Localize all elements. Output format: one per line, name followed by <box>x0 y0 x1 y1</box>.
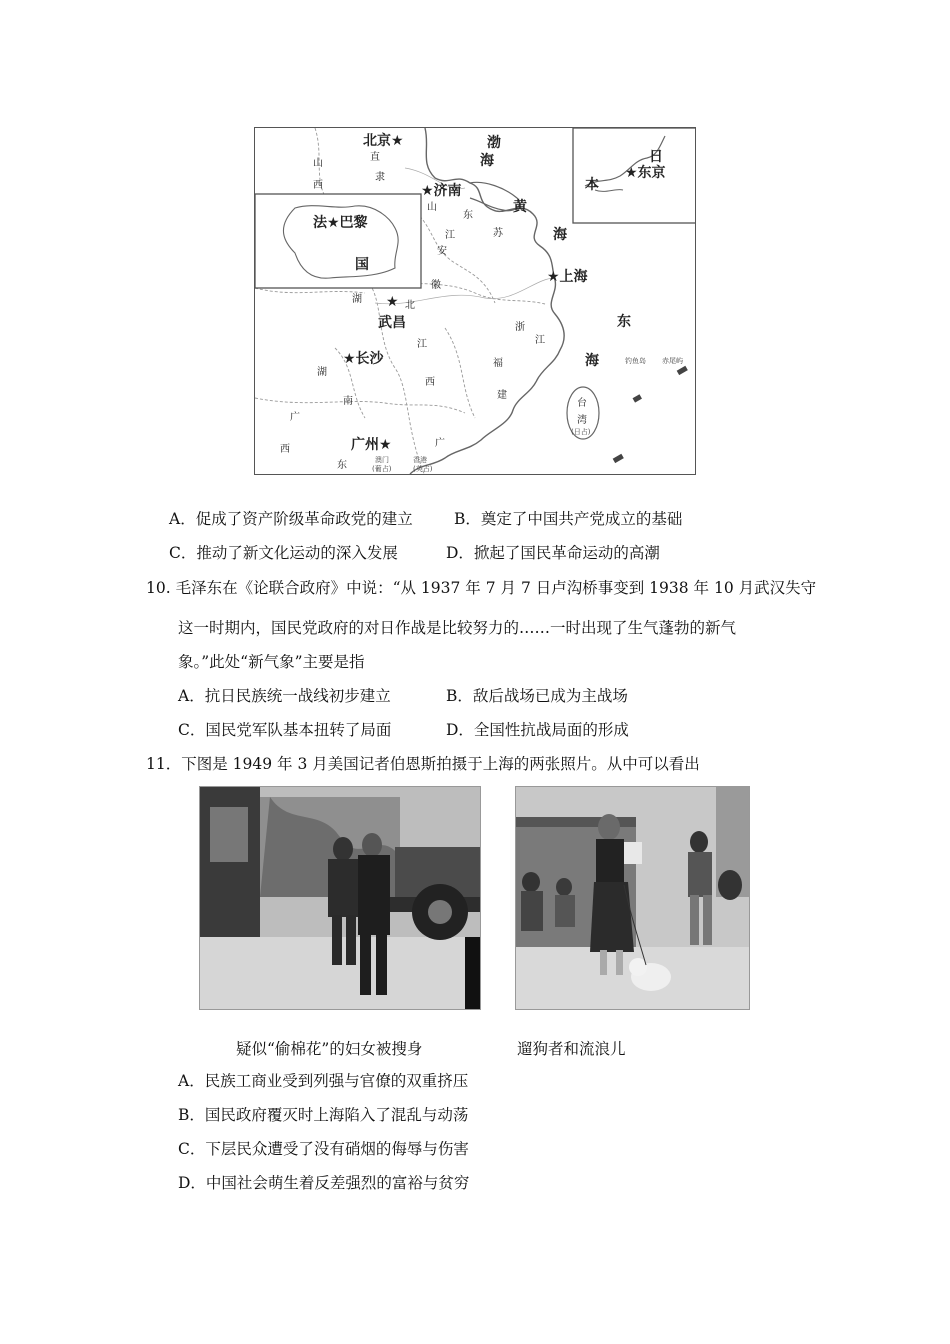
q10-option-b: B．敌后战场已成为主战场 <box>446 687 628 705</box>
label-shandong-shan: 山 <box>427 202 437 213</box>
q9-option-c: C．推动了新文化运动的深入发展 <box>169 544 398 562</box>
label-chiwei: 赤尾屿 <box>662 357 683 365</box>
photo-right-image <box>516 787 750 1010</box>
label-france-guo: 国 <box>355 257 369 273</box>
q11-stem: 11．下图是 1949 年 3 月美国记者伯恩斯拍摄于上海的两张照片。从中可以看出 <box>146 755 700 773</box>
label-shanxi-shan: 山 <box>313 158 323 169</box>
photo-left-caption: 疑似“偷棉花”的妇女被搜身 <box>236 1040 423 1058</box>
label-wuchang-star: ★ <box>386 294 399 310</box>
label-paris: 法★巴黎 <box>313 215 368 231</box>
q10-option-d: D．全国性抗战局面的形成 <box>446 721 629 739</box>
q11-option-d: D．中国社会萌生着反差强烈的富裕与贫穷 <box>178 1174 470 1192</box>
label-fujian-fu: 福 <box>493 358 503 369</box>
label-zhili-li: 隶 <box>375 172 385 183</box>
q10-stem-line-2: 这一时期内，国民党政府的对日作战是比较努力的……一时出现了生气蓬勃的新气 <box>178 619 737 637</box>
label-changsha: ★长沙 <box>343 351 384 367</box>
photo-dog-walker-and-waif <box>515 786 750 1010</box>
label-zhili-zhi: 直 <box>370 152 380 163</box>
q10-option-c: C．国民党军队基本扭转了局面 <box>178 721 392 739</box>
label-guangxi-xi: 西 <box>280 444 290 455</box>
label-huanghai-huang: 黄 <box>513 199 527 215</box>
label-jiangsu-su: 苏 <box>493 228 503 239</box>
label-jiangxi-jiang: 江 <box>417 339 427 350</box>
label-taiwan-tai: 台 <box>577 398 587 409</box>
label-shanghai: ★上海 <box>547 269 588 285</box>
q10-stem-line-3: 象。”此处“新气象”主要是指 <box>178 653 365 671</box>
label-donghai-dong: 东 <box>617 314 631 330</box>
label-guangdong-dong: 东 <box>337 460 347 471</box>
label-hunan-nan: 南 <box>343 396 353 407</box>
q9-option-a: A．促成了资产阶级革命政党的建立 <box>169 510 413 528</box>
q10-stem-line-1: 10. 毛泽东在《论联合政府》中说：“从 1937 年 7 月 7 日卢沟桥事变到 1938 年 10 月武汉失守 <box>146 579 817 597</box>
photo-right-caption: 遛狗者和流浪儿 <box>517 1040 626 1058</box>
label-donghai-hai: 海 <box>585 353 599 369</box>
label-fujian-jian: 建 <box>497 390 507 401</box>
label-huanghai-hai: 海 <box>553 227 567 243</box>
label-bohai-bo: 渤 <box>487 135 501 151</box>
label-hubei-hu: 湖 <box>352 294 362 305</box>
label-tokyo: ★东京 <box>625 165 666 181</box>
label-hongkong: 香港 <box>413 456 427 464</box>
photo-searched-woman <box>199 786 481 1010</box>
q11-option-b: B．国民政府覆灭时上海陷入了混乱与动荡 <box>178 1106 469 1124</box>
q9-option-d: D．掀起了国民革命运动的高潮 <box>446 544 660 562</box>
label-jiangsu-jiang: 江 <box>445 230 455 241</box>
label-guangdong-guang: 广 <box>435 438 445 449</box>
q11-option-a: A．民族工商业受到列强与官僚的双重挤压 <box>178 1072 469 1090</box>
label-guangxi-guang: 广 <box>290 412 300 423</box>
q11-option-c: C．下层民众遭受了没有硝烟的侮辱与伤害 <box>178 1140 469 1158</box>
label-guangzhou: 广州★ <box>351 437 392 453</box>
photo-left-image <box>200 787 481 1010</box>
label-hongkong-occupied: (英占) <box>413 465 433 473</box>
label-japan-ri: 日 <box>649 149 663 165</box>
label-japan-ben: 本 <box>585 177 599 193</box>
label-beijing: 北京★ <box>363 133 404 149</box>
label-diaoyu: 钓鱼岛 <box>625 357 646 365</box>
label-macau: 澳门 <box>375 456 389 464</box>
label-jiangxi-xi: 西 <box>425 377 435 388</box>
label-taiwan-wan: 湾 <box>577 415 587 426</box>
label-hunan-hu: 湖 <box>317 367 327 378</box>
label-bohai-hai: 海 <box>480 153 494 169</box>
q10-option-a: A．抗日民族统一战线初步建立 <box>178 687 391 705</box>
label-zhejiang-zhe: 浙 <box>515 322 525 333</box>
label-macau-occupied: (葡占) <box>372 465 392 473</box>
label-jinan: ★济南 <box>421 183 462 199</box>
label-hubei-bei: 北 <box>405 300 415 311</box>
q9-option-b: B．奠定了中国共产党成立的基础 <box>454 510 683 528</box>
label-wuchang: 武昌 <box>378 315 406 331</box>
label-anhui-an: 安 <box>437 246 447 257</box>
label-shanxi-xi: 西 <box>313 180 323 191</box>
label-zhejiang-jiang: 江 <box>535 335 545 346</box>
label-anhui-hui: 徽 <box>431 280 441 291</box>
history-map <box>254 127 696 475</box>
label-taiwan-occupied: (日占) <box>571 428 591 436</box>
label-shandong-dong: 东 <box>463 210 473 221</box>
